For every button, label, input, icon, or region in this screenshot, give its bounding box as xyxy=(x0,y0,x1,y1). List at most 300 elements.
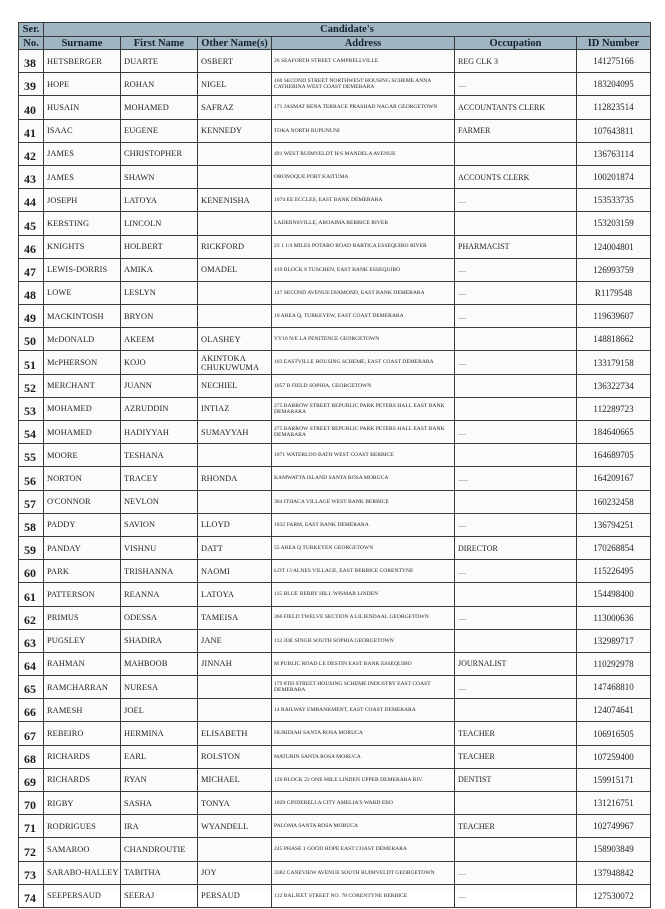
table-row xyxy=(19,142,651,165)
address-cell: 23 1 1/4 MILES POTARO ROAD BARTICA ESSEQUIBO RIVER xyxy=(272,235,455,258)
table-row xyxy=(19,212,651,235)
id-number-cell: 110292978 xyxy=(577,652,651,675)
first-name-cell: NURESA xyxy=(121,676,198,699)
surname-cell: LOWE xyxy=(44,281,121,304)
first-name-cell: JUANN xyxy=(121,374,198,397)
other-names-cell: DATT xyxy=(198,536,272,559)
first-name-cell: AMIKA xyxy=(121,258,198,281)
table-row xyxy=(19,745,651,768)
serial-number: 40 xyxy=(19,96,44,119)
table-row xyxy=(19,768,651,791)
occupation-cell xyxy=(455,583,577,606)
occupation-cell xyxy=(455,490,577,513)
id-number-cell: 136794251 xyxy=(577,513,651,536)
surname-cell: MACKINTOSH xyxy=(44,305,121,328)
first-name-cell: SAVION xyxy=(121,513,198,536)
other-names-cell: JANE xyxy=(198,629,272,652)
address-cell: M PUBLIC ROAD LE DESTIN EAST BANK ESSEQUIBO xyxy=(272,652,455,675)
first-name-cell: TABITHA xyxy=(121,861,198,884)
table-row xyxy=(19,490,651,513)
surname-cell: RICHARDS xyxy=(44,768,121,791)
address-cell: 366 FIELD TWELVE SECTION A LILIENDAAL GEORGETOWN xyxy=(272,606,455,629)
surname-cell: PANDAY xyxy=(44,536,121,559)
first-name-cell: LINCOLN xyxy=(121,212,198,235)
other-names-cell: JINNAH xyxy=(198,652,272,675)
id-number-cell: 106916505 xyxy=(577,722,651,745)
table-row xyxy=(19,397,651,420)
address-cell: 163 EASTVILLE HOUSING SCHEME, EAST COAST DEMERARA xyxy=(272,351,455,374)
id-number-cell: 113000636 xyxy=(577,606,651,629)
candidate-list-page xyxy=(18,22,650,905)
address-cell: 491 WEST RUIMVELDT H/S MANDELA AVENUE xyxy=(272,142,455,165)
first-name-cell: MAHBOOB xyxy=(121,652,198,675)
address-cell: LADERNSVILLE, AROAIMA BERBICE RIVER xyxy=(272,212,455,235)
occupation-cell: .... xyxy=(455,884,577,907)
occupation-cell: .... xyxy=(455,258,577,281)
surname-cell: RIGBY xyxy=(44,792,121,815)
other-names-cell: OLASHEY xyxy=(198,328,272,351)
address-cell: 26 SEAFORTH STREET CAMPBELLVILLE xyxy=(272,50,455,73)
serial-number: 39 xyxy=(19,73,44,96)
id-number-cell: 115226495 xyxy=(577,560,651,583)
surname-cell: HOPE xyxy=(44,73,121,96)
table-row xyxy=(19,676,651,699)
serial-number: 66 xyxy=(19,699,44,722)
surname-cell: SEEPERSAUD xyxy=(44,884,121,907)
address-cell: TOKA NORTH RUPUNUNI xyxy=(272,119,455,142)
other-names-cell: KENNEDY xyxy=(198,119,272,142)
header-surname: Surname xyxy=(44,37,121,50)
surname-cell: O'CONNOR xyxy=(44,490,121,513)
occupation-cell: REG CLK 3 xyxy=(455,50,577,73)
id-number-cell: 153533735 xyxy=(577,189,651,212)
table-row xyxy=(19,328,651,351)
occupation-cell xyxy=(455,838,577,861)
surname-cell: RICHARDS xyxy=(44,745,121,768)
other-names-cell: SAFRAZ xyxy=(198,96,272,119)
id-number-cell: 183204095 xyxy=(577,73,651,96)
table-row xyxy=(19,374,651,397)
address-cell: 55 AREA Q TURKEYEN GEORGETOWN xyxy=(272,536,455,559)
first-name-cell: IRA xyxy=(121,815,198,838)
serial-number: 64 xyxy=(19,652,44,675)
other-names-cell: RHONDA xyxy=(198,467,272,490)
first-name-cell: ROHAN xyxy=(121,73,198,96)
serial-number: 43 xyxy=(19,165,44,188)
address-cell: 126 BLOCK 22 ONE MILE LINDEN UPPER DEMERARA RIV. xyxy=(272,768,455,791)
id-number-cell: 124074641 xyxy=(577,699,651,722)
address-cell: 3382 CANEVIEW AVENUE SOUTH RUIMVELDT GEORGETOWN xyxy=(272,861,455,884)
surname-cell: MOORE xyxy=(44,444,121,467)
id-number-cell: 102749967 xyxy=(577,815,651,838)
id-number-cell: 107643811 xyxy=(577,119,651,142)
serial-number: 58 xyxy=(19,513,44,536)
other-names-cell: LLOYD xyxy=(198,513,272,536)
first-name-cell: HADIYYAH xyxy=(121,421,198,444)
first-name-cell: TRACEY xyxy=(121,467,198,490)
serial-number: 54 xyxy=(19,421,44,444)
other-names-cell: PERSAUD xyxy=(198,884,272,907)
table-row xyxy=(19,305,651,328)
id-number-cell: R1179548 xyxy=(577,281,651,304)
surname-cell: HUSAIN xyxy=(44,96,121,119)
serial-number: 52 xyxy=(19,374,44,397)
other-names-cell: JOY xyxy=(198,861,272,884)
serial-number: 67 xyxy=(19,722,44,745)
other-names-cell: NIGEL xyxy=(198,73,272,96)
first-name-cell: REANNA xyxy=(121,583,198,606)
serial-number: 68 xyxy=(19,745,44,768)
id-number-cell: 131216751 xyxy=(577,792,651,815)
first-name-cell: LATOYA xyxy=(121,189,198,212)
other-names-cell xyxy=(198,838,272,861)
address-cell: 1074 EE ECCLES, EAST BANK DEMERARA xyxy=(272,189,455,212)
serial-number: 51 xyxy=(19,351,44,374)
serial-number: 59 xyxy=(19,536,44,559)
id-number-cell: 119639607 xyxy=(577,305,651,328)
occupation-cell: JOURNALIST xyxy=(455,652,577,675)
first-name-cell: CHANDROUTIE xyxy=(121,838,198,861)
occupation-cell: ..... xyxy=(455,467,577,490)
surname-cell: SAMAROO xyxy=(44,838,121,861)
first-name-cell: HOLBERT xyxy=(121,235,198,258)
first-name-cell: MOHAMED xyxy=(121,96,198,119)
address-cell: 419 BLOCK 8 TUSCHEN, EAST BANK ESSEQUIBO xyxy=(272,258,455,281)
surname-cell: SARABO-HALLEY xyxy=(44,861,121,884)
occupation-cell: ACCOUNTS CLERK xyxy=(455,165,577,188)
first-name-cell: SEERAJ xyxy=(121,884,198,907)
header-first-name: First Name xyxy=(121,37,198,50)
other-names-cell: ELISABETH xyxy=(198,722,272,745)
table-row xyxy=(19,815,651,838)
id-number-cell: 112823514 xyxy=(577,96,651,119)
address-cell: 1057 B FIELD SOPHIA, GEORGETOWN xyxy=(272,374,455,397)
table-row xyxy=(19,838,651,861)
other-names-cell: ROLSTON xyxy=(198,745,272,768)
occupation-cell: .... xyxy=(455,351,577,374)
first-name-cell: SHAWN xyxy=(121,165,198,188)
serial-number: 70 xyxy=(19,792,44,815)
surname-cell: JAMES xyxy=(44,165,121,188)
serial-number: 41 xyxy=(19,119,44,142)
address-cell: YY10 N/E LA PENITENCE GEORGETOWN xyxy=(272,328,455,351)
table-row xyxy=(19,73,651,96)
other-names-cell: AKINTOKA CHUKUWUMA xyxy=(198,351,272,374)
occupation-cell xyxy=(455,397,577,420)
occupation-cell: .... xyxy=(455,606,577,629)
header-address: Address xyxy=(272,37,455,50)
serial-number: 48 xyxy=(19,281,44,304)
serial-number: 42 xyxy=(19,142,44,165)
id-number-cell: 164689705 xyxy=(577,444,651,467)
table-row xyxy=(19,861,651,884)
id-number-cell: 154498400 xyxy=(577,583,651,606)
occupation-cell xyxy=(455,328,577,351)
serial-number: 63 xyxy=(19,629,44,652)
serial-number: 65 xyxy=(19,676,44,699)
occupation-cell: .... xyxy=(455,73,577,96)
other-names-cell: WYANDELL xyxy=(198,815,272,838)
id-number-cell: 184640665 xyxy=(577,421,651,444)
id-number-cell: 147468810 xyxy=(577,676,651,699)
serial-number: 74 xyxy=(19,884,44,907)
table-row xyxy=(19,629,651,652)
table-row xyxy=(19,513,651,536)
occupation-cell: FARMER xyxy=(455,119,577,142)
other-names-cell: OMADEL xyxy=(198,258,272,281)
surname-cell: MERCHANT xyxy=(44,374,121,397)
table-row xyxy=(19,722,651,745)
id-number-cell: 133179158 xyxy=(577,351,651,374)
serial-number: 60 xyxy=(19,560,44,583)
surname-cell: PADDY xyxy=(44,513,121,536)
surname-cell: PATTERSON xyxy=(44,583,121,606)
table-row xyxy=(19,235,651,258)
surname-cell: McPHERSON xyxy=(44,351,121,374)
serial-number: 57 xyxy=(19,490,44,513)
other-names-cell xyxy=(198,444,272,467)
occupation-cell: TEACHER xyxy=(455,815,577,838)
surname-cell: MOHAMED xyxy=(44,421,121,444)
header-id-number: ID Number xyxy=(577,37,651,50)
id-number-cell: 136763114 xyxy=(577,142,651,165)
serial-number: 71 xyxy=(19,815,44,838)
surname-cell: JOSEPH xyxy=(44,189,121,212)
first-name-cell: TRISHANNA xyxy=(121,560,198,583)
other-names-cell xyxy=(198,165,272,188)
first-name-cell: JOEL xyxy=(121,699,198,722)
surname-cell: PUGSLEY xyxy=(44,629,121,652)
id-number-cell: 137948842 xyxy=(577,861,651,884)
header-other-names: Other Name(s) xyxy=(198,37,272,50)
table-row xyxy=(19,351,651,374)
id-number-cell: 170268854 xyxy=(577,536,651,559)
serial-number: 53 xyxy=(19,397,44,420)
surname-cell: ISAAC xyxy=(44,119,121,142)
address-cell: 132 BALJEET STREET NO. 78 CORENTYNE BERBICE xyxy=(272,884,455,907)
occupation-cell: .... xyxy=(455,513,577,536)
table-row xyxy=(19,165,651,188)
first-name-cell: SASHA xyxy=(121,792,198,815)
table-row xyxy=(19,884,651,907)
occupation-cell: .... xyxy=(455,189,577,212)
address-cell: PALOMA SANTA ROSA MORUCA xyxy=(272,815,455,838)
table-row xyxy=(19,50,651,73)
other-names-cell: RICKFORD xyxy=(198,235,272,258)
other-names-cell: OSBERT xyxy=(198,50,272,73)
occupation-cell: .... xyxy=(455,305,577,328)
surname-cell: REBEIRO xyxy=(44,722,121,745)
first-name-cell: EARL xyxy=(121,745,198,768)
occupation-cell: .... xyxy=(455,676,577,699)
surname-cell: McDONALD xyxy=(44,328,121,351)
serial-number: 61 xyxy=(19,583,44,606)
occupation-cell xyxy=(455,212,577,235)
address-cell: HURIDIAH SANTA ROSA MORUCA xyxy=(272,722,455,745)
occupation-cell: DIRECTOR xyxy=(455,536,577,559)
first-name-cell: DUARTE xyxy=(121,50,198,73)
other-names-cell: TAMEISA xyxy=(198,606,272,629)
address-cell: 1071 WATERLOO BATH WEST COAST BERBICE xyxy=(272,444,455,467)
surname-cell: PRIMUS xyxy=(44,606,121,629)
occupation-cell: .... xyxy=(455,281,577,304)
address-cell: MATURIN SANTA ROSA MORUCA xyxy=(272,745,455,768)
first-name-cell: AZRUDDIN xyxy=(121,397,198,420)
other-names-cell xyxy=(198,212,272,235)
surname-cell: PARK xyxy=(44,560,121,583)
table-row xyxy=(19,421,651,444)
id-number-cell: 160232458 xyxy=(577,490,651,513)
other-names-cell: TONYA xyxy=(198,792,272,815)
id-number-cell: 164209167 xyxy=(577,467,651,490)
surname-cell: KERSTING xyxy=(44,212,121,235)
address-cell: LOT 13 ALNES VILLAGE, EAST BERBICE CORENTYNE xyxy=(272,560,455,583)
address-cell: KAMWATTA ISLAND SANTA ROSA MORUCA xyxy=(272,467,455,490)
id-number-cell: 132989717 xyxy=(577,629,651,652)
id-number-cell: 107259400 xyxy=(577,745,651,768)
serial-number: 38 xyxy=(19,50,44,73)
id-number-cell: 141275166 xyxy=(577,50,651,73)
header-ser: Ser. xyxy=(19,23,44,37)
id-number-cell: 159915171 xyxy=(577,768,651,791)
other-names-cell: MICHAEL xyxy=(198,768,272,791)
id-number-cell: 136322734 xyxy=(577,374,651,397)
occupation-cell: .... xyxy=(455,861,577,884)
serial-number: 46 xyxy=(19,235,44,258)
occupation-cell: TEACHER xyxy=(455,722,577,745)
occupation-cell: TEACHER xyxy=(455,745,577,768)
other-names-cell xyxy=(198,676,272,699)
occupation-cell: ACCOUNTANTS CLERK xyxy=(455,96,577,119)
table-row xyxy=(19,583,651,606)
table-row xyxy=(19,96,651,119)
serial-number: 69 xyxy=(19,768,44,791)
address-cell: 112 JOE SINGH SOUTH SOPHIA GEORGETOWN xyxy=(272,629,455,652)
other-names-cell: NECHIEL xyxy=(198,374,272,397)
id-number-cell: 126993759 xyxy=(577,258,651,281)
other-names-cell xyxy=(198,490,272,513)
serial-number: 55 xyxy=(19,444,44,467)
address-cell: 14 RAILWAY EMBANKMENT, EAST COAST DEMERARA xyxy=(272,699,455,722)
first-name-cell: RYAN xyxy=(121,768,198,791)
serial-number: 72 xyxy=(19,838,44,861)
other-names-cell xyxy=(198,281,272,304)
table-body xyxy=(19,50,651,908)
other-names-cell: LATOYA xyxy=(198,583,272,606)
surname-cell: LEWIS-DORRIS xyxy=(44,258,121,281)
other-names-cell: KENENISHA xyxy=(198,189,272,212)
occupation-cell xyxy=(455,792,577,815)
table-row xyxy=(19,281,651,304)
table-row xyxy=(19,189,651,212)
address-cell: 1029 CINDERELLA CITY AMELIA'S WARD EBO xyxy=(272,792,455,815)
serial-number: 50 xyxy=(19,328,44,351)
serial-number: 62 xyxy=(19,606,44,629)
occupation-cell: .... xyxy=(455,421,577,444)
occupation-cell xyxy=(455,629,577,652)
serial-number: 56 xyxy=(19,467,44,490)
first-name-cell: CHRISTOPHER xyxy=(121,142,198,165)
table-row xyxy=(19,444,651,467)
first-name-cell: ODESSA xyxy=(121,606,198,629)
serial-number: 44 xyxy=(19,189,44,212)
table-row xyxy=(19,467,651,490)
id-number-cell: 100201874 xyxy=(577,165,651,188)
surname-cell: JAMES xyxy=(44,142,121,165)
first-name-cell: VISHNU xyxy=(121,536,198,559)
first-name-cell: LESLYN xyxy=(121,281,198,304)
id-number-cell: 148818662 xyxy=(577,328,651,351)
address-cell: 245 PHASE 1 GOOD HOPE EAST COAST DEMERARA xyxy=(272,838,455,861)
occupation-cell xyxy=(455,444,577,467)
table-row xyxy=(19,699,651,722)
id-number-cell: 124004801 xyxy=(577,235,651,258)
surname-cell: RAHMAN xyxy=(44,652,121,675)
surname-cell: KNIGHTS xyxy=(44,235,121,258)
table-row xyxy=(19,652,651,675)
table-row xyxy=(19,560,651,583)
first-name-cell: EUGENE xyxy=(121,119,198,142)
first-name-cell: HERMINA xyxy=(121,722,198,745)
occupation-cell: .... xyxy=(455,560,577,583)
other-names-cell: SUMAYYAH xyxy=(198,421,272,444)
occupation-cell: DENTIST xyxy=(455,768,577,791)
address-cell: 275 BARROW STREET REPUBLIC PARK PETERS HALL EAST BANK DEMARARA xyxy=(272,397,455,420)
other-names-cell: INTIAZ xyxy=(198,397,272,420)
occupation-cell xyxy=(455,142,577,165)
candidate-table xyxy=(18,22,651,908)
first-name-cell: BRYON xyxy=(121,305,198,328)
occupation-cell: PHARMACIST xyxy=(455,235,577,258)
table-row xyxy=(19,119,651,142)
id-number-cell: 153203159 xyxy=(577,212,651,235)
surname-cell: HETSBERGER xyxy=(44,50,121,73)
first-name-cell: AKEEM xyxy=(121,328,198,351)
address-cell: 1832 FARM, EAST BANK DEMERARA xyxy=(272,513,455,536)
address-cell: 10 AREA Q, TURKEYEW, EAST COAST DEMERARA xyxy=(272,305,455,328)
serial-number: 45 xyxy=(19,212,44,235)
address-cell: 160 SECOND STREET NORTHWEST HOUSING SCHEME ANNA CATHERINA WEST COAST DEMERARA xyxy=(272,73,455,96)
table-row xyxy=(19,792,651,815)
surname-cell: RAMESH xyxy=(44,699,121,722)
serial-number: 73 xyxy=(19,861,44,884)
id-number-cell: 158903849 xyxy=(577,838,651,861)
table-header xyxy=(19,23,651,50)
address-cell: 304 ITHACA VILLAGE WEST BANK BERBICE xyxy=(272,490,455,513)
address-cell: 179 8TH STREET HOUSING SCHEME INDUSTRY EAST COAST DEMERARA xyxy=(272,676,455,699)
other-names-cell xyxy=(198,699,272,722)
id-number-cell: 112289723 xyxy=(577,397,651,420)
table-row xyxy=(19,258,651,281)
first-name-cell: SHADIRA xyxy=(121,629,198,652)
address-cell: 275 BARROW STREET REPUBLIC PARK PETERS HALL EAST BANK DEMARARA xyxy=(272,421,455,444)
surname-cell: RODRIGUES xyxy=(44,815,121,838)
first-name-cell: KOJO xyxy=(121,351,198,374)
other-names-cell xyxy=(198,305,272,328)
other-names-cell: NAOMI xyxy=(198,560,272,583)
surname-cell: NORTON xyxy=(44,467,121,490)
table-row xyxy=(19,536,651,559)
id-number-cell: 127530072 xyxy=(577,884,651,907)
first-name-cell: NEVLON xyxy=(121,490,198,513)
header-candidates: Candidate's xyxy=(44,23,651,37)
address-cell: 115 BLUE BERRY HILL WISMAR LINDEN xyxy=(272,583,455,606)
header-occupation: Occupation xyxy=(455,37,577,50)
address-cell: ORONOQUE PORT KAITUMA xyxy=(272,165,455,188)
address-cell: 147 SECOND AVENUE DIAMOND, EAST BANK DEMERARA xyxy=(272,281,455,304)
first-name-cell: TESHANA xyxy=(121,444,198,467)
address-cell: 171 JASMAT BENA TERRACE PRASHAD NAGAR GEORGETOWN xyxy=(272,96,455,119)
